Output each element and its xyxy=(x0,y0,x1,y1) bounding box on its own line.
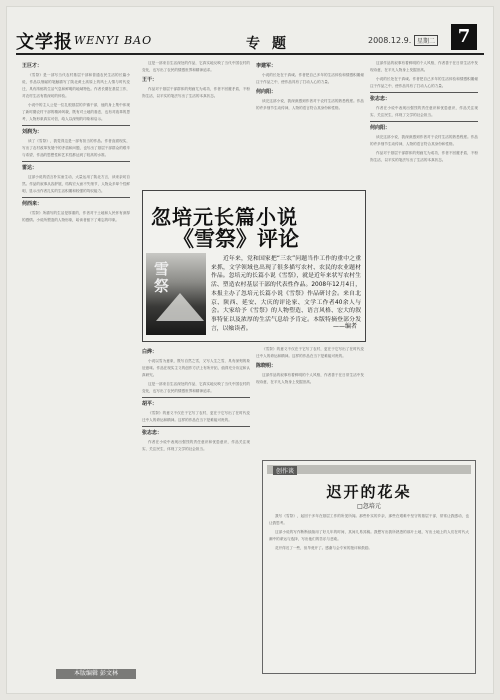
column-divider xyxy=(22,161,130,162)
column-left xyxy=(22,60,130,666)
publication-date: 2008.12.9. xyxy=(368,36,412,45)
article-paragraph: 《雪祭》所描写的生活是厚重的，作者对于土地和人民怀有深厚的感情。小说所塑造的人物形象，给读者留下了难忘的印象。 xyxy=(22,211,130,222)
story-paragraph: 我写《雪祭》，起因于多年在基层工作的所见所闻。那些朴实的乡亲，那些在艰难中坚守的基层干部，常常让我感动，也让我思考。 xyxy=(269,514,469,525)
article-author: 李建军： xyxy=(256,63,277,69)
article-paragraph: 小说以雪为意象，既写自然之雪，又写人生之雪，具有深刻的象征意味。作品在现实主义的创作方法上有所开拓，值得充分肯定和认真研究。 xyxy=(142,359,250,377)
article-author: 何向阳： xyxy=(256,89,277,95)
book-cover-title: 雪祭 xyxy=(154,260,170,295)
column-divider xyxy=(142,397,250,398)
weekday-label: 星期二 xyxy=(414,35,438,46)
article-author: 白烨： xyxy=(142,349,158,355)
article-paragraph: 小说中的主人公是一位扎根基层的乡镇干部，他的身上集中体现了新时期农村干部的精神风貌，既有对土地的眷恋，也有对改革的思考，人物形象真实可信，给人以深刻的印象和启示。 xyxy=(22,103,130,121)
article-paragraph: 读完这部小说，我深深感到作者对于农村生活的熟悉程度。作品的许多细节生动传神，人物的语言符合其身份和性格。 xyxy=(370,135,478,146)
column-divider xyxy=(22,197,130,198)
article-author: 陈晓明： xyxy=(256,363,277,369)
article-paragraph: 作者在小说中表现出强烈的责任意识和忧患意识，作品关注现实、关注民生，体现了文学的社会担当。 xyxy=(370,106,478,117)
page-editor-label: 本版编辑 彭文林 xyxy=(56,669,136,679)
article-author: 刘润为： xyxy=(22,129,43,135)
article-paragraph: 这部作品的叙事有着鲜明的个人风格，作者善于在日常生活中发现诗意，在平凡人物身上发掘崇高。 xyxy=(370,61,478,72)
column-right xyxy=(370,60,478,454)
column-center-left-bottom xyxy=(142,346,250,666)
creation-talk-box xyxy=(262,460,476,674)
newspaper-logo-english: WENYI BAO xyxy=(74,34,153,47)
article-paragraph: 小说的长处在于真诚。作者把自己多年的生活体验和情感积累倾注于作品之中，使作品具有了打动人心的力量。 xyxy=(370,77,478,88)
story-author: □忽培元 xyxy=(357,503,381,510)
masthead xyxy=(16,28,484,52)
column-center-left-top xyxy=(142,60,250,184)
article-author: 何向阳： xyxy=(370,125,391,131)
story-paragraph: 花开得迟了一些，但毕竟开了。感谢与会专家的批评和鼓励。 xyxy=(275,546,373,550)
story-paragraph: 这部小说的写作断断续续用了好几年的时间，其间几易其稿。我想写出我所熟悉的那片土地，写出土地上的人们在时代大潮中的命运与选择，写出他们的苦乐与悲欢。 xyxy=(269,530,469,541)
article-paragraph: 这是一部来自生活深处的作品，它真实地反映了当代中国农村的变化，也写出了农民的情感世界和精神追求。 xyxy=(142,382,250,393)
article-paragraph: 《雪祭》的意义不仅在于它写了农村，更在于它写出了在时代变迁中人的命运和精神。这样的作品在当下是难能可贵的。 xyxy=(142,411,250,422)
column-divider xyxy=(370,92,478,93)
article-author: 王巨才： xyxy=(22,63,43,69)
story-body xyxy=(269,513,469,667)
article-author: 雷达： xyxy=(22,165,38,171)
section-title: 专题 xyxy=(246,36,298,52)
section-tag: 创作谈 xyxy=(273,466,297,475)
newspaper-logo: 文学报 xyxy=(16,32,73,53)
article-paragraph: 这是一部来自生活深处的作品，它真实地反映了当代中国农村的变化，也写出了农民的情感世界和精神追求。 xyxy=(142,61,250,72)
editor-signature: ——编者 xyxy=(332,323,357,330)
article-paragraph: 作者在小说中表现出强烈的责任意识和忧患意识，作品关注现实、关注民生，体现了文学的社会担当。 xyxy=(142,440,250,451)
article-paragraph: 这部作品的叙事有着鲜明的个人风格，作者善于在日常生活中发现诗意，在平凡人物身上发掘崇高。 xyxy=(256,373,364,384)
mountain-shape xyxy=(156,293,204,321)
article-author: 胡平： xyxy=(142,401,158,407)
column-divider xyxy=(370,121,478,122)
column-center-right-top xyxy=(256,60,364,184)
masthead-rule xyxy=(16,53,484,55)
headline-line-1: 忽培元长篇小说 xyxy=(151,205,298,229)
column-center-right-bottom xyxy=(256,346,364,454)
article-paragraph: 读了《雪祭》，我觉得这是一部有担当的作品。作者直面现实，写出了农村改革发展中的矛盾和问题，也写出了基层干部群众的艰辛与希望，作品的思想性和艺术性都达到了较高的水准。 xyxy=(22,139,130,157)
article-paragraph: 《雪祭》是一部写当代农村基层干部和普通农民生活的长篇小说，作品以细腻的笔触描写了陕北黄土高原上的风土人情与时代变迁，具有浓郁的生活气息和鲜明的地域特色。作者长期在基层工作，对农村生活有着深切的体验。 xyxy=(22,73,130,98)
article-paragraph: 《雪祭》的意义不仅在于它写了农村，更在于它写出了在时代变迁中人的命运和精神。这样的作品在当下是难能可贵的。 xyxy=(256,347,364,358)
article-author: 张志忠： xyxy=(370,96,391,102)
article-paragraph: 作品对于基层干部群体的刻画尤为成功，作者不回避矛盾，不粉饰生活，以平实的笔法写出了生活的本真状态。 xyxy=(370,151,478,162)
article-author: 王干： xyxy=(142,77,158,83)
headline-line-2: 《雪祭》评论 xyxy=(173,226,299,251)
section-tag-bar xyxy=(267,465,471,474)
story-title: 迟开的花朵 xyxy=(326,483,412,501)
book-cover-image xyxy=(146,253,206,335)
article-paragraph: 读完这部小说，我深深感到作者对于农村生活的熟悉程度。作品的许多细节生动传神，人物的语言符合其身份和性格。 xyxy=(256,99,364,110)
article-author: 何西来： xyxy=(22,201,43,207)
article-author: 张志忠： xyxy=(142,430,163,436)
article-paragraph: 小说的长处在于真诚。作者把自己多年的生活体验和情感积累倾注于作品之中，使作品具有了打动人心的力量。 xyxy=(256,73,364,84)
column-divider xyxy=(142,426,250,427)
article-paragraph: 作品对于基层干部群体的刻画尤为成功，作者不回避矛盾，不粉饰生活，以平实的笔法写出了生活的本真状态。 xyxy=(142,87,250,98)
column-divider xyxy=(22,125,130,126)
page-number: 7 xyxy=(451,24,477,50)
editor-introduction: 近年来，党和国家把“三农”问题当作工作的重中之重来抓，文学领域也出现了很多描写农村、农民的农业题材作品。忽培元的长篇小说《雪祭》，就是近年来状写农村生活、塑造农村基层干部的代表性作品。2008年12月4日，本报主办了忽培元长篇小说《雪祭》作品研讨会。来自北京、陕西、延安、大庆的评论家、文学工作者40余人与会。大家给予《雪祭》的人物塑造、语言风格、宏大的叙事特征以及浓厚的生活气息给予肯定。本版特摘登部分发言，以飨读者。 xyxy=(211,256,361,332)
article-paragraph: 这部小说的语言朴实而生动，大量运用了陕北方言，读来亲切自然。作品的叙事从容舒展，结构宏大而不失细节，人物众多却个性鲜明，显示出作者扎实的生活积累和较强的驾驭能力。 xyxy=(22,175,130,193)
feature-box xyxy=(142,190,366,342)
